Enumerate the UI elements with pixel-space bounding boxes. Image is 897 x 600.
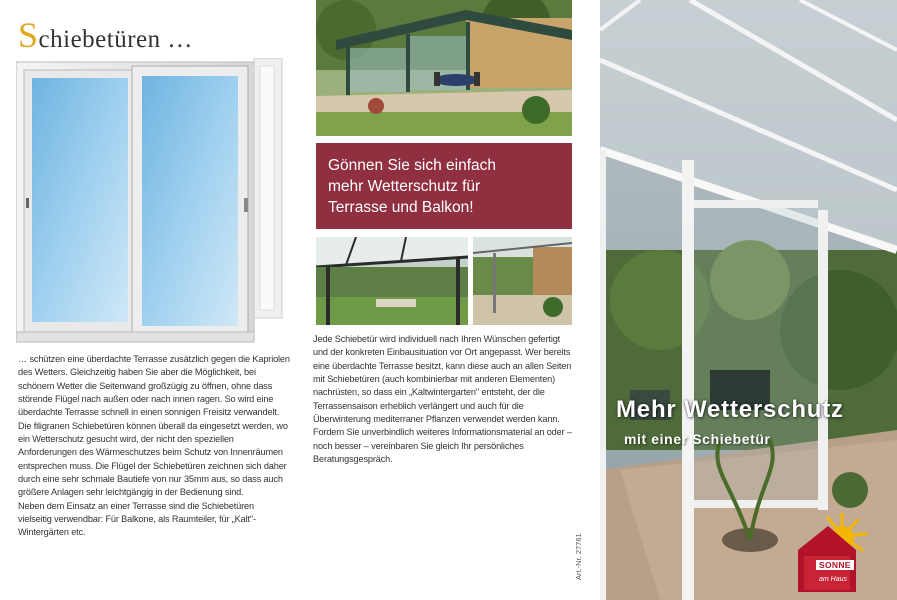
interior-terrace-photo: [316, 237, 468, 325]
claim-line: Terrasse und Balkon!: [328, 199, 474, 216]
cover-column: [600, 0, 897, 600]
sliding-door-illustration: [16, 58, 284, 346]
heading-initial: S: [18, 15, 39, 55]
left-body-text: [18, 353, 290, 540]
article-number: Art.-Nr. 27761: [574, 533, 583, 580]
paragraph: Die filigranen Schiebetüren können überall da eingesetzt werden, wo ein Wetterschutz gesucht wird, der nicht den speziellen Anforderungen des Wärmeschutzes beim Schutz von Innenräumen entsprechen muss. Die Flügel der Schiebetüren zeichnen sich daher durch eine sehr schmale Bautiefe von nur 35mm aus, so dass auch größere Anlagen sehr leichtgängig in der Bedienung sind.: [18, 420, 288, 498]
heading-text: chiebetüren …: [38, 26, 193, 53]
cover-subtitle: mit einer Schiebetür: [624, 431, 771, 447]
terrace-photo: [316, 0, 572, 136]
left-column: [0, 0, 300, 600]
middle-column: [300, 0, 600, 600]
logo-wordmark: SONNE: [816, 560, 854, 570]
page-heading: [18, 14, 193, 56]
logo-tagline: am Haus: [819, 576, 848, 583]
middle-body-text: Jede Schiebetür wird individuell nach Ihren Wünschen gefertigt und der konkreten Einbausituation vor Ort angepasst. Wer bereits eine überdachte Terrasse besitzt, kann diese auch an allen Seiten mit Schiebetüren (auch kombinierbar mit anderen Elementen) nachrüsten, so dass ein „Kaltwintergarten" entsteht, der die Terrassensaison erheblich verlängert und auch für die Überwinterung mediterraner Pflanzen verwendet werden kann. Fordern Sie unverbindlich weiteres Informationsmaterial an oder – noch besser – vereinbaren Sie gleich Ihr persönliches Beratungsgespräch.: [313, 334, 572, 465]
paragraph: Neben dem Einsatz an einer Terrasse sind die Schiebetüren vielseitig verwendbar: Für Balkone, als Raumteiler, für „Kalt"-Wintergärten etc.: [18, 500, 256, 538]
cover-title: Mehr Wetterschutz: [616, 396, 844, 423]
claim-line: Gönnen Sie sich einfach: [328, 157, 497, 174]
claim-line: mehr Wetterschutz für: [328, 178, 481, 195]
paragraph: … schützen eine überdachte Terrasse zusätzlich gegen die Kapriolen des Wetters. Gleichzeitig haben Sie aber die Möglichkeit, bei schönem Wetter die Seitenwand großzügig zu öffnen, ohne dass störende Flügel nach außen oder nach innen ragen. So wird eine überdachte Terrasse schnell in einen sonnigen Freisitz verwandelt.: [18, 354, 290, 418]
claim-box: [316, 143, 572, 229]
garden-terrace-photo: [473, 237, 572, 325]
